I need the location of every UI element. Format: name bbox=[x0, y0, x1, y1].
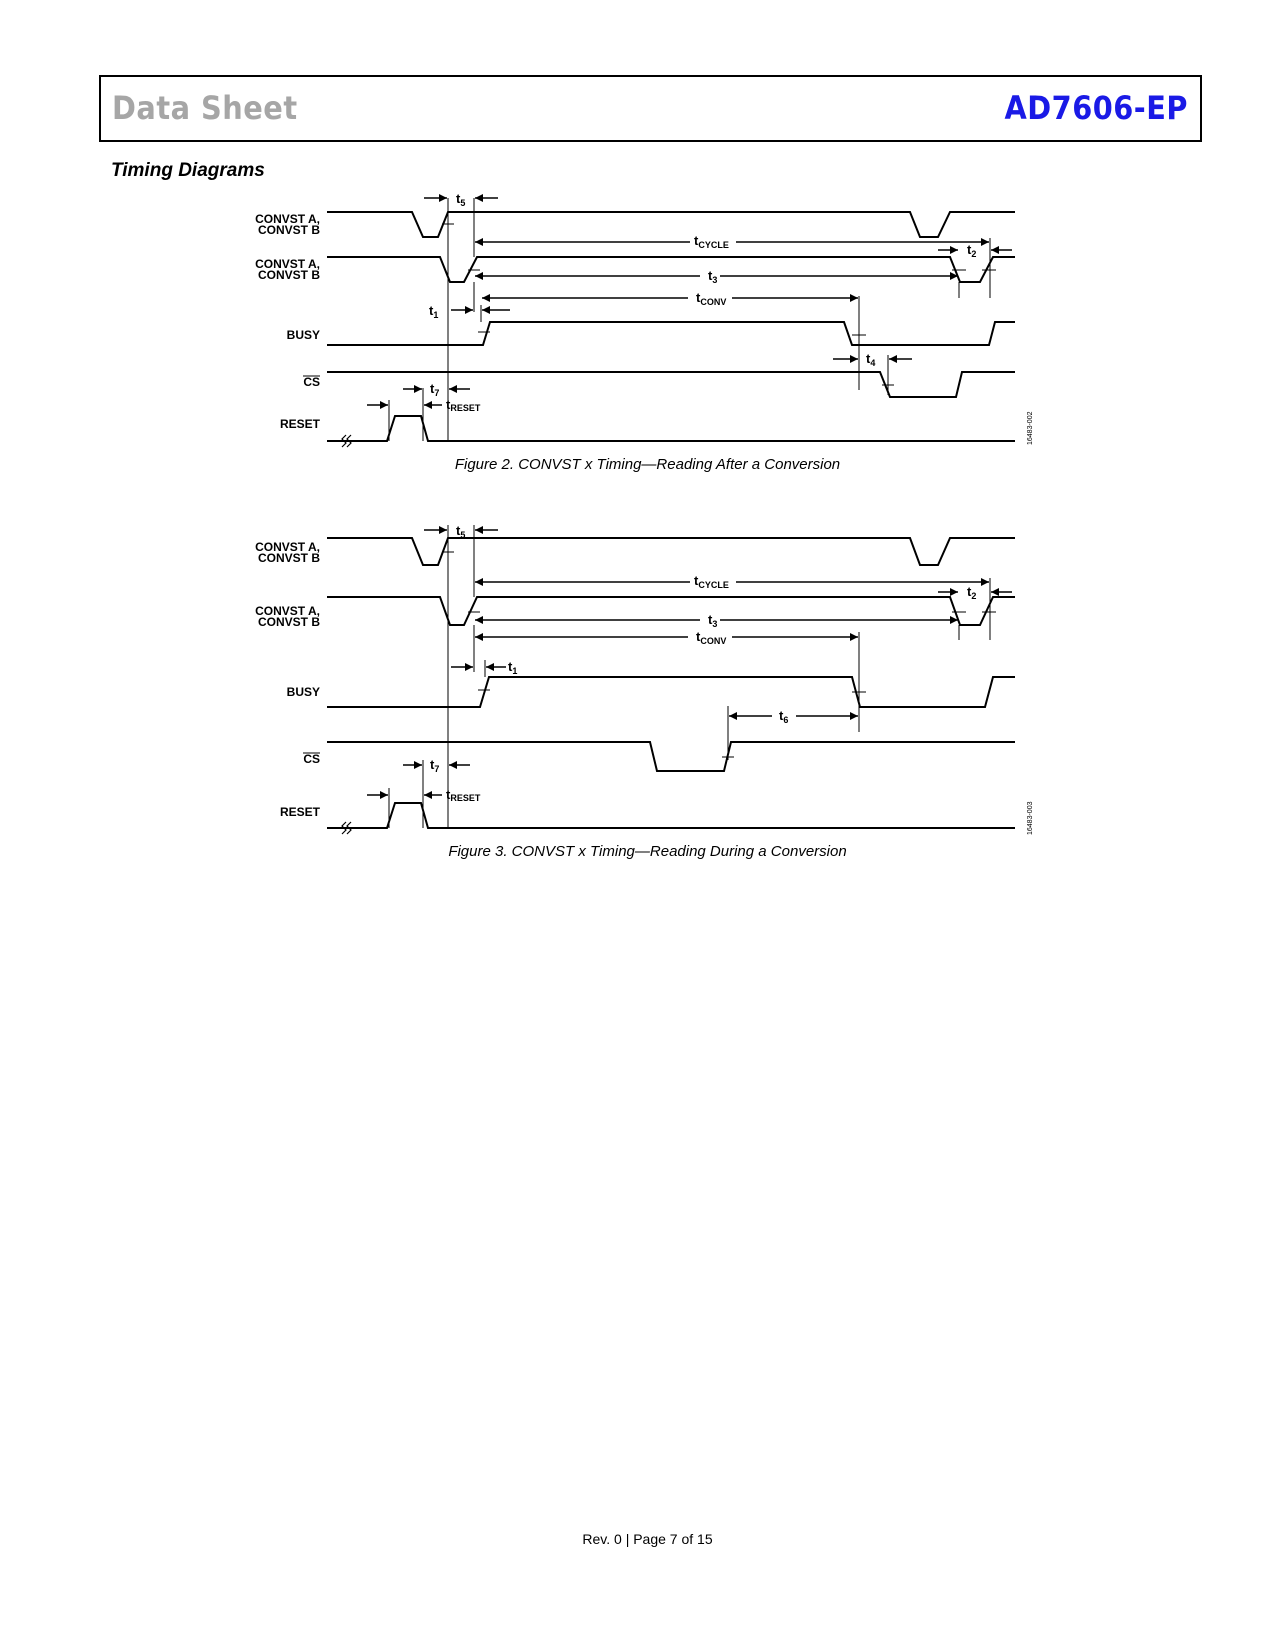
waveform-convst-1 bbox=[327, 538, 1015, 565]
label-t3: $t_3$ bbox=[708, 612, 718, 629]
signal-cs: CS bbox=[303, 375, 320, 389]
figure-3-timing-diagram bbox=[0, 515, 1275, 840]
label-t5: $t_5$ bbox=[456, 191, 466, 208]
waveform-convst-2 bbox=[327, 597, 1015, 625]
page-header bbox=[99, 75, 1202, 142]
signal-busy: BUSY bbox=[286, 685, 320, 699]
label-t2: $t_2$ bbox=[967, 242, 977, 259]
label-t2: $t_2$ bbox=[967, 584, 977, 601]
signal-convst-2-line2: CONVST B bbox=[257, 268, 320, 282]
signal-convst-1-line1: CONVST A, bbox=[255, 212, 320, 226]
label-t4: $t_4$ bbox=[866, 351, 876, 368]
figure-2-id: 16483-002 bbox=[1027, 411, 1034, 445]
label-t7: $t_7$ bbox=[430, 381, 440, 398]
waveform-busy bbox=[327, 677, 1015, 707]
waveform-reset bbox=[327, 803, 1015, 828]
signal-convst-1-line1: CONVST A, bbox=[255, 540, 320, 554]
section-title: Timing Diagrams bbox=[111, 160, 265, 181]
signal-convst-2-line1: CONVST A, bbox=[255, 604, 320, 618]
signal-convst-2-line2: CONVST B bbox=[257, 615, 320, 629]
label-t7: $t_7$ bbox=[430, 757, 440, 774]
label-t5: $t_5$ bbox=[456, 523, 466, 540]
label-tconv: $t_{CONV}$ bbox=[696, 629, 727, 646]
waveform-reset bbox=[327, 416, 1015, 441]
waveform-busy bbox=[327, 322, 1015, 345]
figure-3-id: 16483-003 bbox=[1027, 801, 1034, 835]
label-treset: tRESET bbox=[446, 787, 481, 803]
label-tconv: $t_{CONV}$ bbox=[696, 290, 727, 307]
signal-convst-1-line2: CONVST B bbox=[257, 551, 320, 565]
page-footer: Rev. 0 | Page 7 of 15 bbox=[582, 1531, 713, 1547]
label-tcycle: $t_{CYCLE}$ bbox=[694, 573, 729, 590]
signal-convst-1-line2: CONVST B bbox=[257, 223, 320, 237]
waveform-convst-2 bbox=[327, 257, 1015, 282]
label-t1: $t_1$ bbox=[429, 303, 439, 320]
signal-cs: CS bbox=[303, 752, 320, 766]
label-t1: $t_1$ bbox=[508, 659, 518, 676]
signal-convst-2-line1: CONVST A, bbox=[255, 257, 320, 271]
waveform-convst-1 bbox=[327, 212, 1015, 237]
label-tcycle: $t_{CYCLE}$ bbox=[694, 233, 729, 250]
figure-2-caption: Figure 2. CONVST x Timing—Reading After a Conversion bbox=[454, 456, 841, 473]
label-treset: tRESET bbox=[446, 397, 481, 413]
figure-2-timing-diagram bbox=[0, 185, 1275, 455]
signal-reset: RESET bbox=[279, 417, 320, 431]
header-part-number: AD7606-EP bbox=[1004, 89, 1188, 127]
label-t3: $t_3$ bbox=[708, 268, 718, 285]
header-doc-type: Data Sheet bbox=[112, 89, 298, 127]
figure-3-caption: Figure 3. CONVST x Timing—Reading During a Conversion bbox=[448, 843, 847, 860]
label-t6: $t_6$ bbox=[779, 708, 789, 725]
signal-busy: BUSY bbox=[286, 328, 320, 342]
signal-reset: RESET bbox=[279, 805, 320, 819]
